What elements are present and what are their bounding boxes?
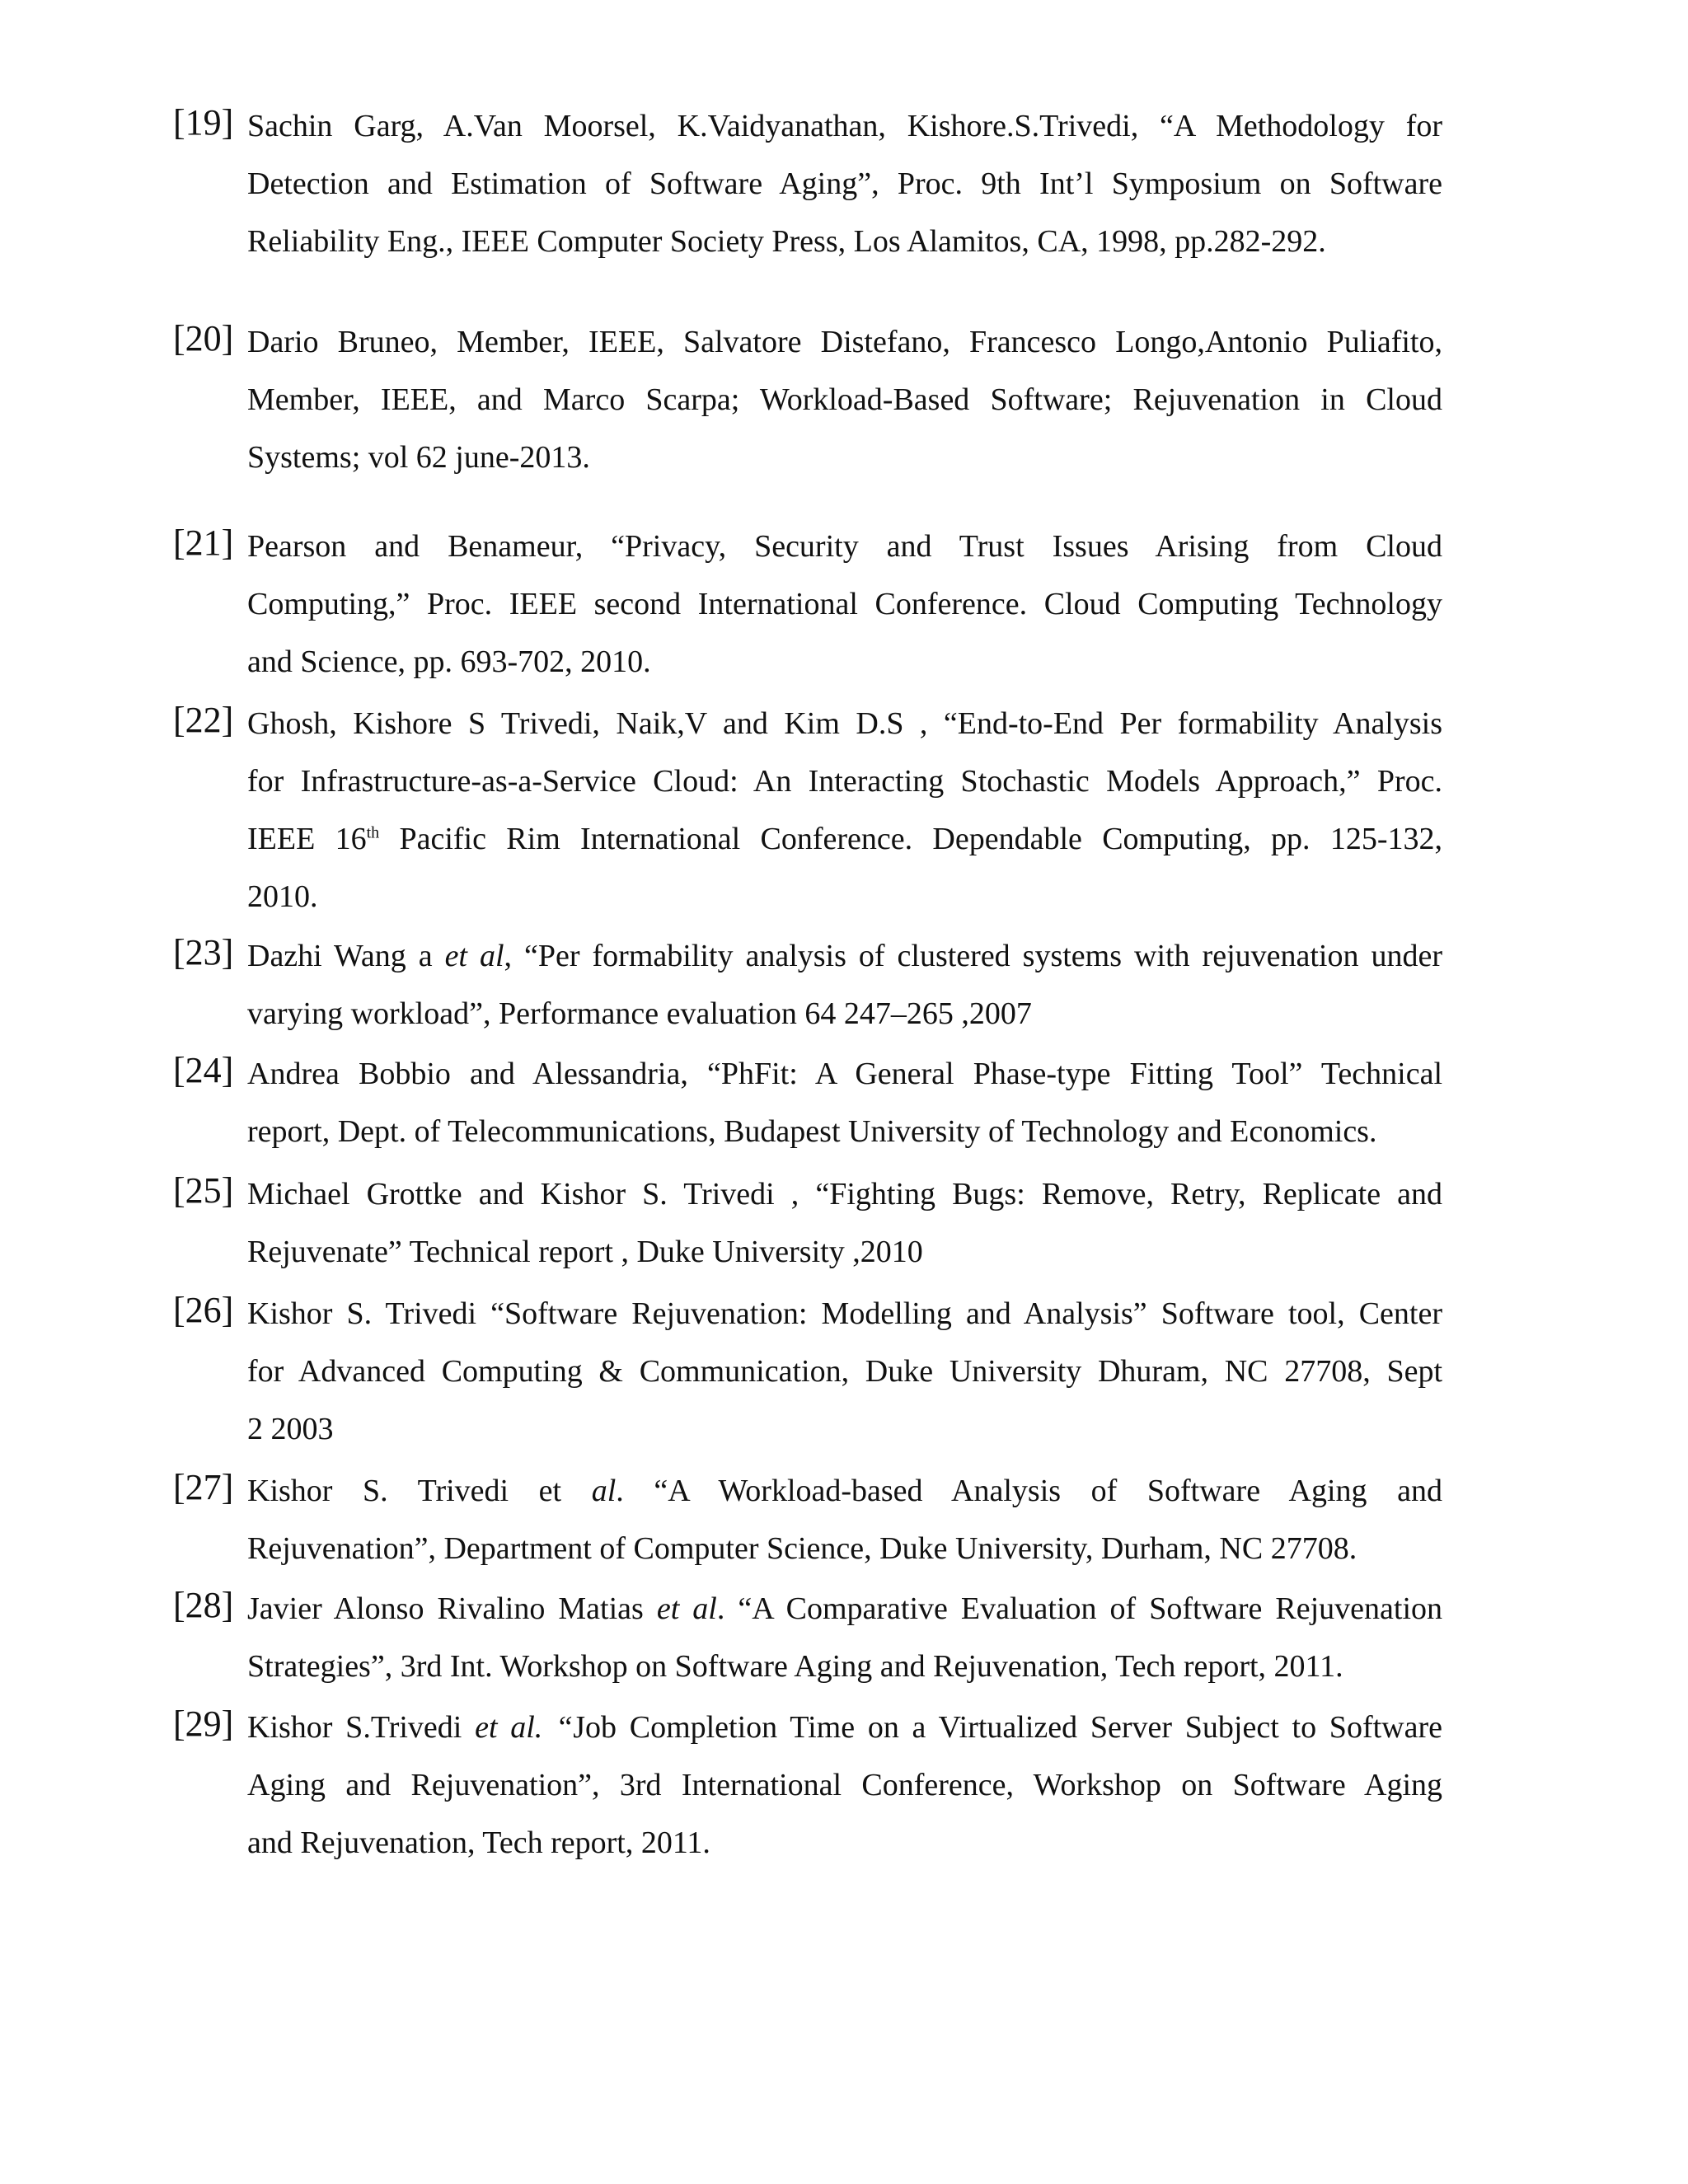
reference-line	[247, 1223, 1442, 1281]
reference-entry	[173, 97, 1442, 270]
text-segment: , “Per formability analysis of clustered systems with rejuvenation under	[504, 939, 1442, 973]
reference-line	[247, 633, 1442, 691]
reference-number: [21]	[173, 523, 234, 563]
reference-line	[247, 213, 1442, 270]
reference-line	[247, 1638, 1442, 1695]
reference-entry	[173, 1165, 1442, 1281]
text-segment: Job Completion Time on a Virtualized Server Subject to Software	[573, 1710, 1442, 1745]
text-segment: and Science, pp. 693-702, 2010.	[247, 644, 651, 679]
reference-entry	[173, 927, 1442, 1043]
text-segment: Andrea Bobbio and Alessandria, “PhFit: A General Phase-type Fitting Tool” Technical	[247, 1057, 1442, 1091]
reference-number: [29]	[173, 1704, 234, 1744]
reference-line	[247, 371, 1442, 429]
italic-text: et al	[656, 1591, 717, 1626]
text-segment: varying workload”, Performance evaluation 64 247–265 ,2007	[247, 996, 1032, 1031]
text-segment: 2 2003	[247, 1412, 334, 1446]
reference-text	[247, 1285, 1442, 1458]
reference-line	[247, 155, 1442, 213]
reference-line	[247, 1343, 1442, 1400]
reference-number: [27]	[173, 1467, 234, 1507]
reference-line	[247, 1520, 1442, 1577]
reference-text	[247, 1462, 1442, 1577]
text-segment: IEEE 16	[247, 822, 367, 856]
reference-line	[247, 429, 1442, 486]
reference-line	[247, 1462, 1442, 1520]
reference-text	[247, 1699, 1442, 1872]
reference-number: [26]	[173, 1290, 234, 1330]
reference-line	[247, 1756, 1442, 1814]
italic-text: et al. “	[475, 1710, 574, 1745]
text-segment: and Rejuvenation, Tech report, 2011.	[247, 1825, 710, 1860]
reference-number: [22]	[173, 700, 234, 740]
reference-line	[247, 985, 1442, 1043]
reference-line	[247, 1400, 1442, 1458]
reference-line	[247, 575, 1442, 633]
text-segment: Computing,” Proc. IEEE second International Conference. Cloud Computing Technology	[247, 587, 1442, 621]
text-segment: Detection and Estimation of Software Aging”, Proc. 9th Int’l Symposium on Software	[247, 166, 1442, 201]
reference-line	[247, 313, 1442, 371]
reference-line	[247, 695, 1442, 752]
text-segment: Michael Grottke and Kishor S. Trivedi , “Fighting Bugs: Remove, Retry, Replicate and	[247, 1177, 1442, 1212]
reference-entry	[173, 1045, 1442, 1160]
reference-number: [24]	[173, 1050, 234, 1090]
reference-line	[247, 1580, 1442, 1638]
reference-line	[247, 752, 1442, 810]
reference-line	[247, 1103, 1442, 1160]
reference-entry	[173, 1699, 1442, 1872]
text-segment: . “A Comparative Evaluation of Software Rejuvenation	[716, 1591, 1443, 1626]
text-segment: Kishor S.Trivedi	[247, 1710, 476, 1745]
reference-entry	[173, 313, 1442, 486]
text-segment: Systems; vol 62 june-2013.	[247, 440, 590, 475]
text-segment: Rejuvenate” Technical report , Duke University ,2010	[247, 1235, 923, 1269]
text-segment: Sachin Garg, A.Van Moorsel, K.Vaidyanathan, Kishore.S.Trivedi, “A Methodology for	[247, 109, 1442, 143]
reference-line	[247, 868, 1442, 926]
text-segment: Ghosh, Kishore S Trivedi, Naik,V and Kim D.S , “End-to-End Per formability Analysis	[247, 706, 1442, 741]
reference-line	[247, 1285, 1442, 1343]
reference-line	[247, 1045, 1442, 1103]
reference-line	[247, 1165, 1442, 1223]
reference-line	[247, 1699, 1442, 1756]
reference-text	[247, 1580, 1442, 1695]
text-segment: Pearson and Benameur, “Privacy, Security and Trust Issues Arising from Cloud	[247, 529, 1442, 564]
text-segment: Dazhi Wang a	[247, 939, 445, 973]
text-segment: Member, IEEE, and Marco Scarpa; Workload-Based Software; Rejuvenation in Cloud	[247, 382, 1442, 417]
reference-entry	[173, 518, 1442, 691]
reference-text	[247, 927, 1442, 1043]
reference-text	[247, 695, 1442, 926]
italic-text: et al	[444, 939, 504, 973]
reference-entry	[173, 695, 1442, 926]
text-segment: Reliability Eng., IEEE Computer Society Press, Los Alamitos, CA, 1998, pp.282-292.	[247, 224, 1326, 259]
reference-number: [23]	[173, 932, 234, 972]
text-segment: report, Dept. of Telecommunications, Budapest University of Technology and Economics.	[247, 1114, 1377, 1149]
text-segment: for Infrastructure-as-a-Service Cloud: An Interacting Stochastic Models Approach,” Proc.	[247, 764, 1442, 799]
text-segment: Dario Bruneo, Member, IEEE, Salvatore Distefano, Francesco Longo,Antonio Puliafito,	[247, 325, 1442, 359]
reference-text	[247, 1045, 1442, 1160]
text-segment: for Advanced Computing & Communication, Duke University Dhuram, NC 27708, Sept	[247, 1354, 1442, 1389]
reference-number: [20]	[173, 318, 234, 359]
reference-line	[247, 927, 1442, 985]
text-segment: Pacific Rim International Conference. Dependable Computing, pp. 125-132,	[379, 822, 1443, 856]
superscript: th	[366, 823, 380, 842]
text-segment: . “A Workload-based Analysis of Software Aging and	[616, 1474, 1443, 1508]
reference-number: [28]	[173, 1585, 234, 1625]
reference-text	[247, 97, 1442, 270]
reference-text	[247, 1165, 1442, 1281]
text-segment: Rejuvenation”, Department of Computer Science, Duke University, Durham, NC 27708.	[247, 1531, 1357, 1566]
text-segment: Aging and Rejuvenation”, 3rd International Conference, Workshop on Software Aging	[247, 1768, 1442, 1802]
reference-number: [19]	[173, 102, 234, 143]
text-segment: 2010.	[247, 879, 318, 914]
text-segment: Javier Alonso Rivalino Matias	[247, 1591, 657, 1626]
reference-text	[247, 313, 1442, 486]
reference-line	[247, 1814, 1442, 1872]
text-segment: Kishor S. Trivedi “Software Rejuvenation: Modelling and Analysis” Software tool, Center	[247, 1296, 1442, 1331]
text-segment: Strategies”, 3rd Int. Workshop on Software Aging and Rejuvenation, Tech report, 2011.	[247, 1649, 1343, 1684]
reference-entry	[173, 1462, 1442, 1577]
reference-entry	[173, 1285, 1442, 1458]
italic-text: al	[591, 1474, 617, 1508]
reference-number: [25]	[173, 1170, 234, 1211]
reference-line	[247, 810, 1442, 868]
reference-entry	[173, 1580, 1442, 1695]
reference-line	[247, 518, 1442, 575]
reference-line	[247, 97, 1442, 155]
reference-text	[247, 518, 1442, 691]
text-segment: Kishor S. Trivedi et	[247, 1474, 592, 1508]
